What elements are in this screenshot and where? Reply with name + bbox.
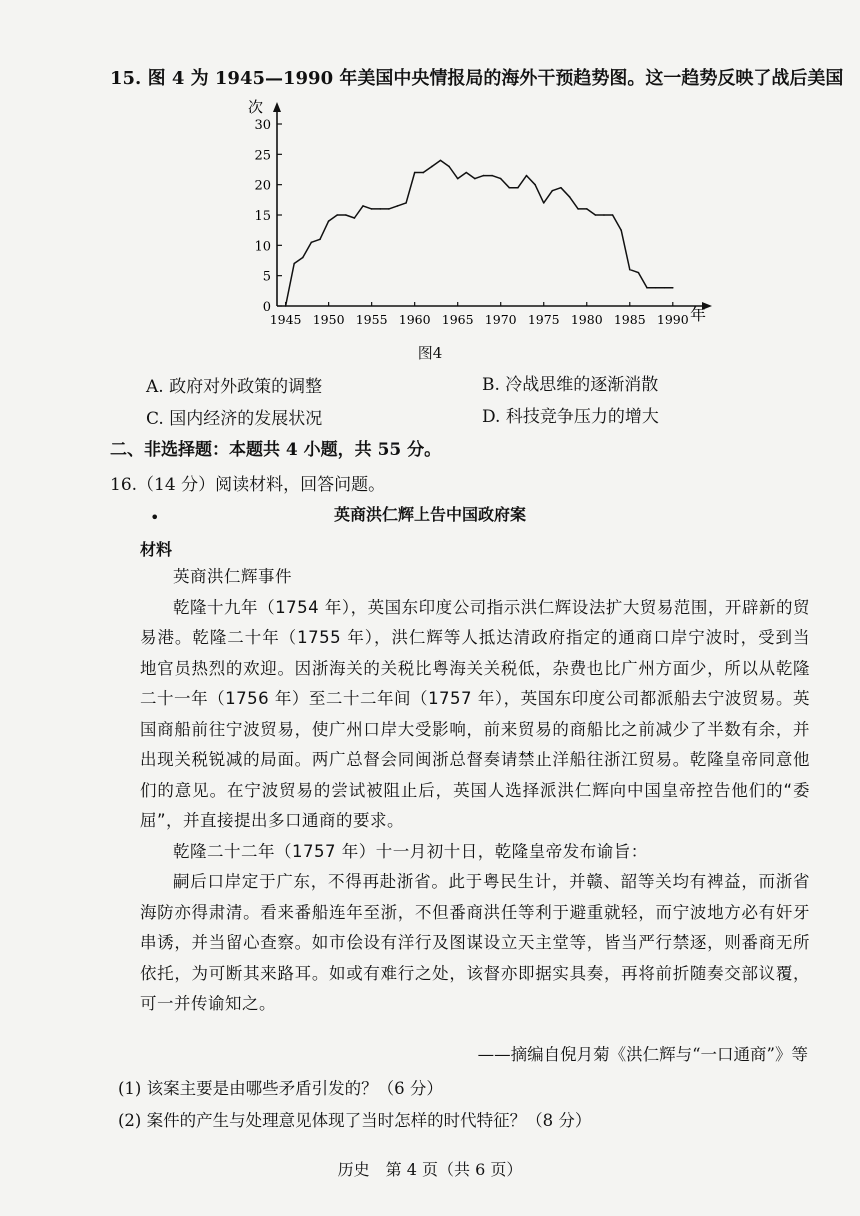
edict-text: 嗣后口岸定于广东，不得再赴浙省。此于粤民生计，并赣、韶等关均有裨益，而浙省海防亦得肃清。看来番船连年至浙，不但番商洪任等利于避重就轻，而宁波地方必有奸牙串诱，并当留心查察。如市侩设有洋行及图谋设立天主堂等，皆当严行禁逐，则番商无所依托，为可断其来路耳。如或有难行之处，该督亦即据实具奏，再将前折随奏交部议覆，可一并传谕知之。 [140, 872, 810, 1013]
y-tick-label: 25 [254, 148, 271, 164]
x-tick-label: 1970 [484, 312, 517, 327]
question-16-stem: 16.（14 分）阅读材料，回答问题。 [110, 475, 386, 495]
data-point [328, 220, 330, 222]
data-point [431, 166, 433, 168]
sub-question-1: (1) 该案主要是由哪些矛盾引发的？（6 分） [118, 1079, 443, 1098]
y-axis-label: 次 [248, 98, 264, 116]
data-point [603, 214, 605, 216]
bullet-mark: • [150, 508, 160, 527]
data-point [543, 202, 545, 204]
data-point [655, 287, 657, 289]
x-tick-label: 1960 [398, 312, 431, 327]
x-tick-label: 1955 [355, 312, 388, 327]
y-tick-label: 20 [254, 178, 271, 194]
question-15-stem: 15. 图 4 为 1945—1990 年美国中央情报局的海外干预趋势图。这一趋势反映了战后美国 [110, 68, 844, 89]
data-point [620, 229, 622, 231]
option-c: C. 国内经济的发展状况 [146, 409, 323, 429]
data-point [457, 178, 459, 180]
sub-question-2: (2) 案件的产生与处理意见体现了当时怎样的时代特征？（8 分） [118, 1111, 592, 1130]
y-tick-label: 10 [254, 239, 271, 255]
data-point [672, 287, 674, 289]
material-title: 英商洪仁辉上告中国政府案 [333, 505, 526, 524]
x-tick-label: 1985 [613, 312, 646, 327]
data-point [629, 269, 631, 271]
data-point [509, 187, 511, 189]
data-point [517, 187, 519, 189]
data-point [534, 184, 536, 186]
y-tick-label: 30 [254, 118, 271, 133]
material-source: ——摘编自倪月菊《洪仁辉与“一口通商”》等 [477, 1045, 808, 1064]
data-point [474, 178, 476, 180]
y-tick-label: 0 [262, 300, 271, 315]
data-point [595, 214, 597, 216]
option-b: B. 冷战思维的逐渐消散 [482, 375, 659, 395]
material-body [140, 562, 810, 1020]
data-point [491, 175, 493, 177]
figure-caption: 图4 [417, 344, 443, 362]
y-axis-arrow [273, 102, 281, 112]
y-tick-label: 15 [254, 209, 271, 224]
data-point [577, 208, 579, 210]
data-point [569, 196, 571, 198]
x-axis-label: 年 [690, 305, 707, 324]
data-point [302, 257, 304, 259]
data-point [397, 205, 399, 207]
data-point [465, 172, 467, 174]
data-point [405, 202, 407, 204]
material-subheading: 英商洪仁辉事件 [173, 567, 292, 586]
x-tick-label: 1980 [570, 312, 603, 327]
data-point [552, 190, 554, 192]
data-point [586, 208, 588, 210]
data-point [663, 287, 665, 289]
data-point [440, 160, 442, 162]
edict-intro: 乾隆二十二年（1757 年）十一月初十日，乾隆皇帝发布谕旨： [173, 841, 648, 861]
x-tick-label: 1990 [656, 312, 689, 327]
data-point [311, 242, 313, 244]
data-point [293, 263, 295, 265]
data-point [560, 187, 562, 189]
data-point [336, 214, 338, 216]
x-tick-label: 1950 [312, 312, 345, 327]
series-line [286, 160, 673, 306]
x-tick-label: 1945 [269, 312, 302, 327]
section-heading: 二、非选择题：本题共 4 小题，共 55 分。 [110, 440, 442, 460]
page-footer: 历史 第 4 页（共 6 页） [337, 1160, 523, 1179]
data-point [362, 205, 364, 207]
data-point [388, 208, 390, 210]
material-paragraph: 乾隆十九年（1754 年），英国东印度公司指示洪仁辉设法扩大贸易范围，开辟新的贸易港。乾隆二十年（1755 年），洪仁辉等人抵达清政府指定的通商口岸宁波时，受到当地官员热烈的欢迎。因浙海关的关税比粤海关关税低，杂费也比广州方面少，所以从乾隆二十一年（1756 年）至二十二年间（1757 年），英国东印度公司都派船去宁波贸易。英国商船前往宁波贸易，使广州口岸大受影响，前来贸易的商船比之前减少了半数有余，并出现关税锐减的局面。两广总督会同闽浙总督奏请禁止洋船往浙江贸易。乾隆皇帝同意他们的意见。在宁波贸易的尝试被阻止后，英国人选择派洪仁辉向中国皇帝控告他们的“委屈”，并直接提出多口通商的要求。 [140, 597, 810, 830]
option-d: D. 科技竞争压力的增大 [482, 407, 659, 427]
cia-intervention-line-chart [232, 94, 722, 334]
data-point [422, 172, 424, 174]
x-tick-label: 1965 [441, 312, 474, 327]
data-point [638, 272, 640, 274]
option-a: A. 政府对外政策的调整 [146, 377, 323, 397]
x-tick-label: 1975 [527, 312, 560, 327]
data-point [345, 214, 347, 216]
data-point [354, 217, 356, 219]
data-point [285, 305, 287, 307]
data-point [371, 208, 373, 210]
data-point [414, 172, 416, 174]
data-point [526, 175, 528, 177]
data-point [500, 178, 502, 180]
data-point [483, 175, 485, 177]
data-point [319, 238, 321, 240]
material-label: 材料 [140, 540, 173, 559]
data-point [646, 287, 648, 289]
data-point [379, 208, 381, 210]
data-point [612, 214, 614, 216]
y-tick-label: 5 [262, 269, 271, 285]
data-point [448, 166, 450, 168]
